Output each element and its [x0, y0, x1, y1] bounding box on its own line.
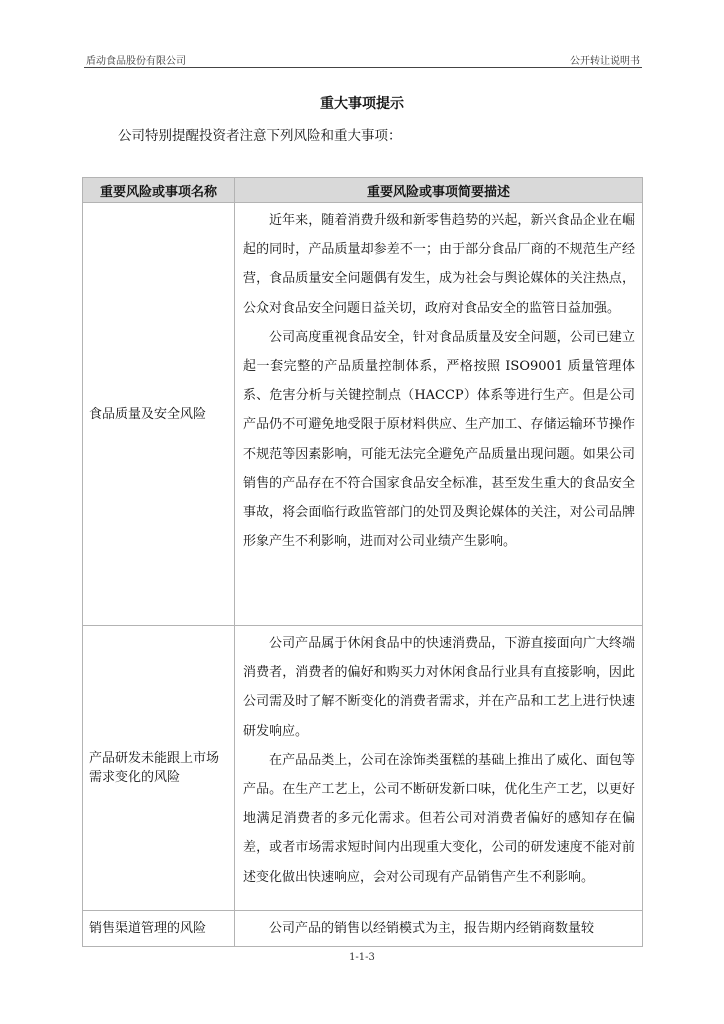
header-company: 盾动食品股份有限公司 [86, 56, 186, 67]
table-row [83, 203, 643, 626]
risk-description [235, 626, 643, 911]
risk-description [235, 203, 643, 626]
risk-name: 销售渠道管理的风险 [83, 911, 235, 947]
table-row [83, 626, 643, 911]
table-header-row [83, 178, 643, 203]
risk-paragraph: 在产品品类上，公司在涂饰类蛋糕的基础上推出了威化、面包等产品。在生产工艺上，公司不断研发新口味，优化生产工艺，以更好地满足消费者的多元化需求。但若公司对消费者偏好的感知存在偏差，或者市场需求短时间内出现重大变化，公司的研发速度不能对前述变化做出快速响应，会对公司现有产品销售产生不利影响。 [243, 752, 635, 885]
header-risk-name: 重要风险或事项名称 [83, 178, 235, 203]
page-number: 1-1-3 [349, 952, 375, 963]
risk-name: 食品质量及安全风险 [83, 203, 235, 626]
risk-description [235, 911, 643, 947]
table-row [83, 911, 643, 947]
risk-name: 产品研发未能跟上市场需求变化的风险 [83, 626, 235, 911]
risk-paragraph: 近年来，随着消费升级和新零售趋势的兴起，新兴食品企业在崛起的同时，产品质量却参差不一；由于部分食品厂商的不规范生产经营，食品质量安全问题偶有发生，成为社会与舆论媒体的关注热点，公众对食品安全问题日益关切，政府对食品安全的监管日益加强。 [243, 213, 635, 316]
header-risk-description: 重要风险或事项简要描述 [235, 178, 643, 203]
risk-paragraph: 公司产品的销售以经销模式为主，报告期内经销商数量较 [269, 921, 595, 936]
page-header [84, 51, 642, 68]
risk-table [82, 177, 643, 947]
risk-paragraph: 公司高度重视食品安全，针对食品质量及安全问题，公司已建立起一套完整的产品质量控制体系，严格按照 ISO9001 质量管理体系、危害分析与关键控制点（HACCP）体系等进行生产。但是公司产品仍不可避免地受限于原材料供应、生产加工、存储运输环节操作不规范等因素影响，可能无法完全避免产品质量出现问题。如果公司销售的产品存在不符合国家食品安全标准，甚至发生重大的食品安全事故，将会面临行政监管部门的处罚及舆论媒体的关注，对公司品牌形象产生不利影响，进而对公司业绩产生影响。 [243, 329, 635, 550]
section-title: 重大事项提示 [320, 96, 404, 112]
intro-text: 公司特别提醒投资者注意下列风险和重大事项： [118, 128, 402, 144]
risk-paragraph: 公司产品属于休闲食品中的快速消费品，下游直接面向广大终端消费者，消费者的偏好和购买力对休闲食品行业具有直接影响，因此公司需及时了解不断变化的消费者需求，并在产品和工艺上进行快速研发响应。 [243, 636, 635, 739]
header-doc-type: 公开转让说明书 [570, 56, 640, 67]
